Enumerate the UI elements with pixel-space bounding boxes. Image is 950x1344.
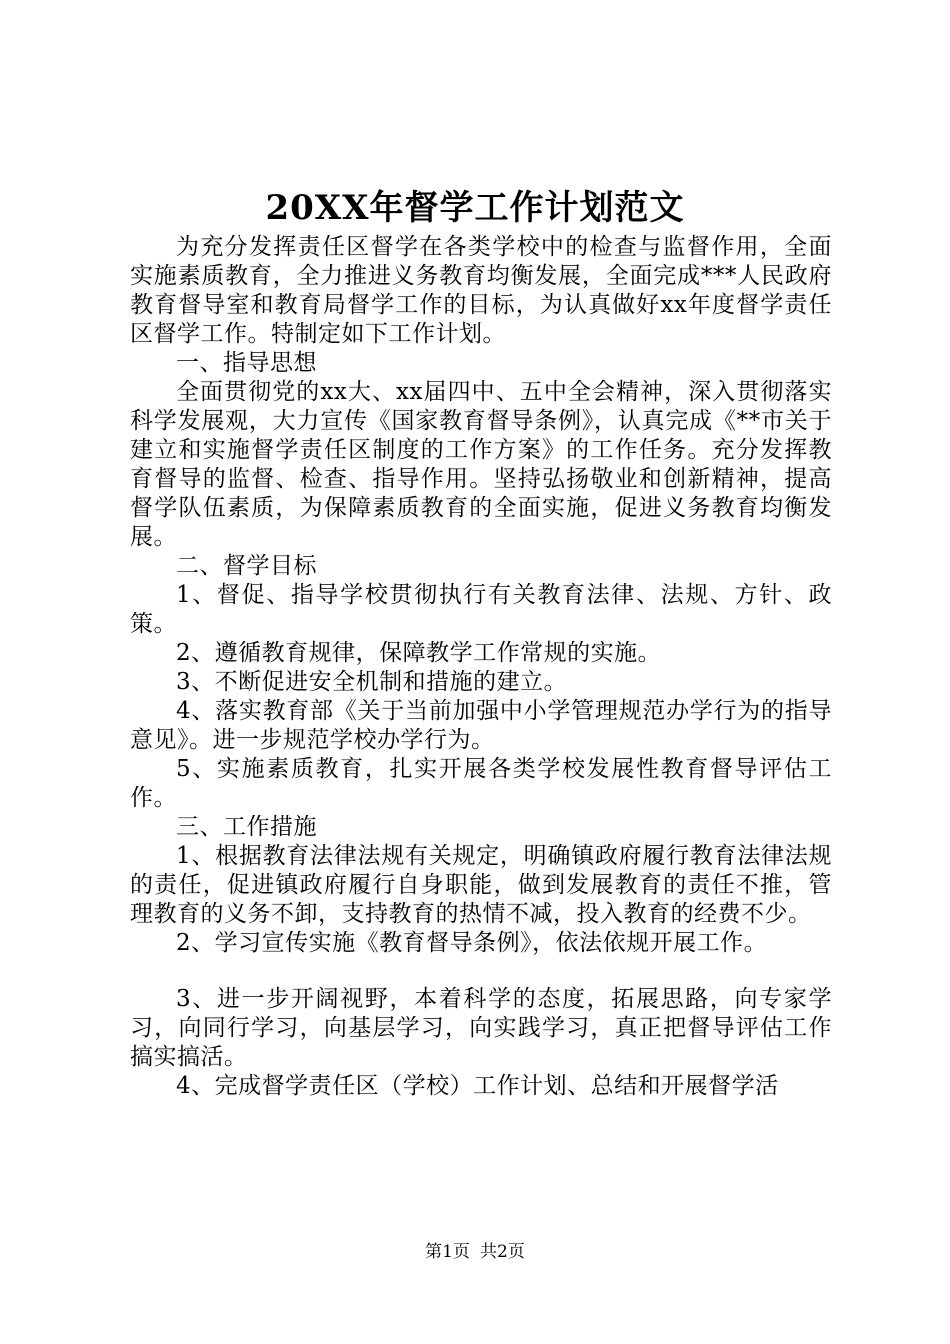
guiding-ideology-paragraph: 全面贯彻党的xx大、xx届四中、五中全会精神，深入贯彻落实科学发展观，大力宣传《国家教育督导条例》，认真完成《**市关于建立和实施督学责任区制度的工作方案》的工作任务。充分发挥教育督导的监督、检查、指导作用。坚持弘扬敬业和创新精神，提高督学队伍素质，为保障素质教育的全面实施，促进义务教育均衡发展。 (130, 379, 832, 550)
measure-item-2: 2、学习宣传实施《教育督导条例》，依法依规开展工作。 (176, 930, 768, 956)
page-number: 第1页 (425, 1242, 470, 1262)
section-heading-goals: 二、督学目标 (176, 553, 317, 579)
page-footer (0, 1240, 950, 1264)
page-total: 共2页 (480, 1242, 525, 1262)
goal-item-1: 1、督促、指导学校贯彻执行有关教育法律、法规、方针、政策。 (130, 582, 832, 637)
intro-paragraph: 为充分发挥责任区督学在各类学校中的检查与监督作用，全面实施素质教育，全力推进义务教育均衡发展，全面完成***人民政府教育督导室和教育局督学工作的目标，为认真做好xx年度督学责任区督学工作。特制定如下工作计划。 (130, 234, 832, 347)
document-body (130, 233, 832, 1101)
section-heading-measures: 三、工作措施 (176, 814, 317, 840)
goal-item-3: 3、不断促进安全机制和措施的建立。 (176, 669, 568, 695)
section-heading-guiding-ideology: 一、指导思想 (176, 350, 317, 376)
goal-item-5: 5、实施素质教育，扎实开展各类学校发展性教育督导评估工作。 (130, 756, 832, 811)
measure-item-1: 1、根据教育法律法规有关规定，明确镇政府履行教育法律法规的责任，促进镇政府履行自身职能，做到发展教育的责任不推，管理教育的义务不卸，支持教育的热情不减，投入教育的经费不少。 (130, 843, 832, 927)
document-title: 20XX年督学工作计划范文 (265, 188, 685, 228)
goal-item-2: 2、遵循教育规律，保障教学工作常规的实施。 (176, 640, 662, 666)
goal-item-4: 4、落实教育部《关于当前加强中小学管理规范办学行为的指导意见》。进一步规范学校办学行为。 (130, 698, 832, 753)
measure-item-4: 4、完成督学责任区（学校）工作计划、总结和开展督学活 (176, 1073, 779, 1099)
measure-item-3: 3、进一步开阔视野，本着科学的态度，拓展思路，向专家学习，向同行学习，向基层学习，向实践学习，真正把督导评估工作搞实搞活。 (130, 986, 832, 1070)
